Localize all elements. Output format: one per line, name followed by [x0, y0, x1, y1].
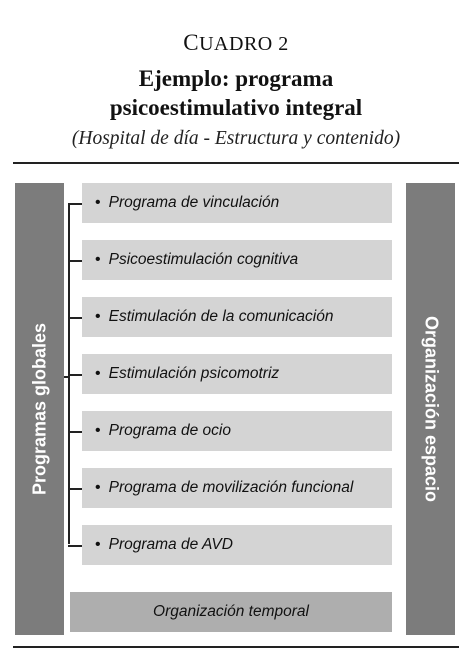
- organizacion-temporal-box: [70, 592, 392, 632]
- top-rule: [13, 162, 459, 164]
- program-label: Estimulación de la comunicación: [108, 308, 334, 325]
- bullet-icon: •: [95, 479, 101, 496]
- caption-initial: C: [183, 30, 200, 55]
- program-label: Programa de ocio: [108, 422, 231, 439]
- figure-caption: [0, 30, 472, 56]
- organizacion-espacio-label: Organización espacio: [421, 315, 441, 503]
- title-line-1: Ejemplo: programa: [138, 66, 334, 91]
- organizacion-espacio-bar: [406, 183, 455, 635]
- program-box-psicoestimulacion: [82, 240, 392, 280]
- bullet-icon: •: [95, 422, 101, 439]
- programas-globales-bar: [15, 183, 64, 635]
- bracket-tick: [68, 260, 82, 262]
- program-label: Estimulación psicomotriz: [108, 365, 280, 382]
- bullet-icon: •: [95, 536, 101, 553]
- program-box-comunicacion: [82, 297, 392, 337]
- figure-subtitle: (Hospital de día - Estructura y contenido): [71, 128, 401, 149]
- program-box-psicomotriz: [82, 354, 392, 394]
- program-box-movilizacion: [82, 468, 392, 508]
- bracket-stem: [64, 376, 69, 378]
- organizacion-temporal-label: Organización temporal: [153, 603, 309, 620]
- program-box-ocio: [82, 411, 392, 451]
- program-label: Programa de movilización funcional: [108, 479, 354, 496]
- bullet-icon: •: [95, 365, 101, 382]
- bracket-tick: [68, 203, 82, 205]
- program-box-avd: [82, 525, 392, 565]
- bracket-tick: [68, 545, 82, 547]
- title-line-2: psicoestimulativo integral: [109, 95, 363, 120]
- program-label: Psicoestimulación cognitiva: [108, 251, 299, 268]
- bracket-tick: [68, 488, 82, 490]
- bullet-icon: •: [95, 308, 101, 325]
- bracket-tick: [68, 431, 82, 433]
- bracket-tick: [68, 374, 82, 376]
- bullet-icon: •: [95, 194, 101, 211]
- figure-title: [0, 64, 472, 122]
- bottom-rule: [13, 646, 459, 648]
- caption-rest: UADRO 2: [199, 33, 289, 55]
- program-label: Programa de vinculación: [108, 194, 280, 211]
- bullet-icon: •: [95, 251, 101, 268]
- program-label: Programa de AVD: [108, 536, 233, 553]
- bracket-tick: [68, 317, 82, 319]
- programas-globales-label: Programas globales: [29, 322, 49, 496]
- program-box-vinculacion: [82, 183, 392, 223]
